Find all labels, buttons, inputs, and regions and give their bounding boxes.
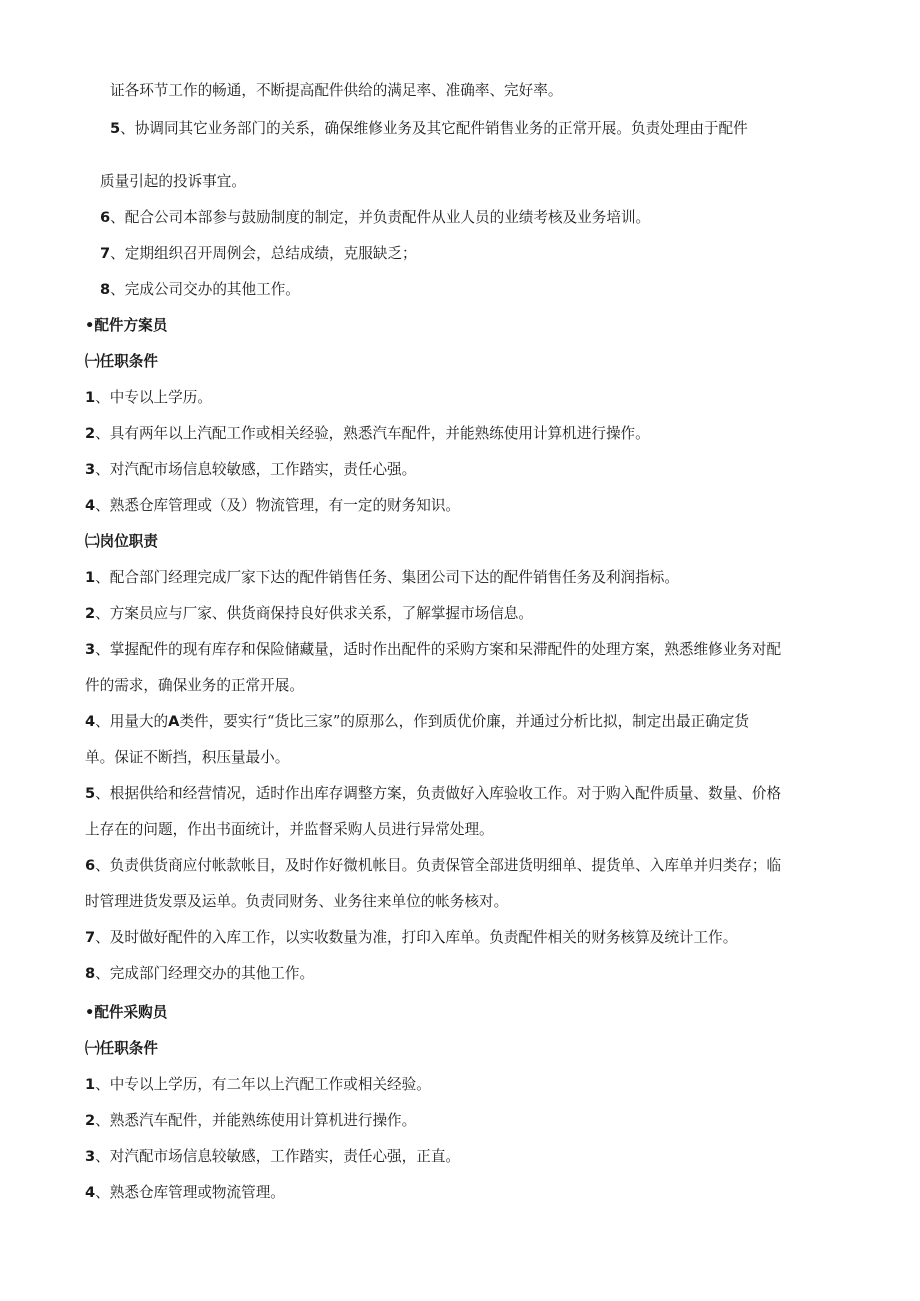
list-item-2: 2、方案员应与厂家、供货商保持良好供求关系，了解掌握市场信息。 xyxy=(85,605,533,622)
item-number: 2 xyxy=(85,425,96,442)
item-number: 2 xyxy=(85,1112,96,1129)
paragraph-line: 上存在的问题，作出书面统计，并监督采购人员进行异常处理。 xyxy=(85,821,494,838)
list-item-8: 8、完成公司交办的其他工作。 xyxy=(100,281,300,298)
list-item-2: 2、熟悉汽车配件，并能熟练使用计算机进行操作。 xyxy=(85,1112,417,1129)
list-item-1: 1、中专以上学历，有二年以上汽配工作或相关经验。 xyxy=(85,1076,431,1093)
item-number: 5 xyxy=(110,120,121,137)
item-number: 2 xyxy=(85,605,96,622)
list-item-7: 7、定期组织召开周例会，总结成绩，克服缺乏； xyxy=(100,245,417,262)
item-number: 8 xyxy=(85,965,96,982)
section-heading: •配件方案员 xyxy=(85,317,168,334)
list-item-6: 6、负责供货商应付帐款帐目，及时作好微机帐目。负责保管全部进货明细单、提货单、入库单并归类存；临 xyxy=(85,857,782,874)
subsection-heading: ㈠任职条件 xyxy=(85,353,158,370)
paragraph-line: 证各环节工作的畅通，不断提高配件供给的满足率、准确率、完好率。 xyxy=(110,82,563,99)
list-item-1: 1、配合部门经理完成厂家下达的配件销售任务、集团公司下达的配件销售任务及利润指标。 xyxy=(85,569,679,586)
list-item-2: 2、具有两年以上汽配工作或相关经验，熟悉汽车配件，并能熟练使用计算机进行操作。 xyxy=(85,425,650,442)
item-number: 7 xyxy=(100,245,111,262)
item-number: 8 xyxy=(100,281,111,298)
list-item-1: 1、中专以上学历。 xyxy=(85,389,212,406)
item-number: 4 xyxy=(85,497,96,514)
list-item-4: 4、熟悉仓库管理或（及）物流管理，有一定的财务知识。 xyxy=(85,497,461,514)
list-item-7: 7、及时做好配件的入库工作，以实收数量为准，打印入库单。负责配件相关的财务核算及统计工作。 xyxy=(85,929,738,946)
item-number: 3 xyxy=(85,461,96,478)
item-number: 3 xyxy=(85,1148,96,1165)
list-item-8: 8、完成部门经理交办的其他工作。 xyxy=(85,965,315,982)
paragraph-line: 时管理进货发票及运单。负责同财务、业务往来单位的帐务核对。 xyxy=(85,893,509,910)
list-item-3: 3、对汽配市场信息较敏感，工作踏实，责任心强。 xyxy=(85,461,417,478)
item-number: 6 xyxy=(85,857,96,874)
item-number: 4 xyxy=(85,713,96,730)
bold-letter: A xyxy=(168,713,180,730)
subsection-heading: ㈠任职条件 xyxy=(85,1040,158,1057)
list-item-5: 5、根据供给和经营情况，适时作出库存调整方案，负责做好入库验收工作。对于购入配件质量、数量、价格 xyxy=(85,785,782,802)
item-number: 3 xyxy=(85,641,96,658)
paragraph-line: 质量引起的投诉事宜。 xyxy=(100,173,246,190)
item-number: 5 xyxy=(85,785,96,802)
item-number: 1 xyxy=(85,389,96,406)
section-heading: •配件采购员 xyxy=(85,1004,168,1021)
paragraph-line: 单。保证不断挡，积压量最小。 xyxy=(85,749,290,766)
list-item-4: 4、熟悉仓库管理或物流管理。 xyxy=(85,1184,285,1201)
item-number: 6 xyxy=(100,209,111,226)
item-number: 7 xyxy=(85,929,96,946)
list-item-3: 3、掌握配件的现有库存和保险储藏量，适时作出配件的采购方案和呆滞配件的处理方案，熟悉维修业务对配 xyxy=(85,641,782,658)
list-item-6: 6、配合公司本部参与鼓励制度的制定，并负责配件从业人员的业绩考核及业务培训。 xyxy=(100,209,651,226)
paragraph-line: 件的需求，确保业务的正常开展。 xyxy=(85,677,304,694)
subsection-heading: ㈡岗位职责 xyxy=(85,533,158,550)
item-number: 1 xyxy=(85,569,96,586)
list-item-3: 3、对汽配市场信息较敏感，工作踏实，责任心强，正直。 xyxy=(85,1148,461,1165)
list-item-4: 4、用量大的A类件，要实行“货比三家”的原那么，作到质优价廉，并通过分析比拟，制定出最正确定货 xyxy=(85,713,749,730)
list-item-5: 5、协调同其它业务部门的关系，确保维修业务及其它配件销售业务的正常开展。负责处理由于配件 xyxy=(110,120,748,137)
item-number: 4 xyxy=(85,1184,96,1201)
item-number: 1 xyxy=(85,1076,96,1093)
